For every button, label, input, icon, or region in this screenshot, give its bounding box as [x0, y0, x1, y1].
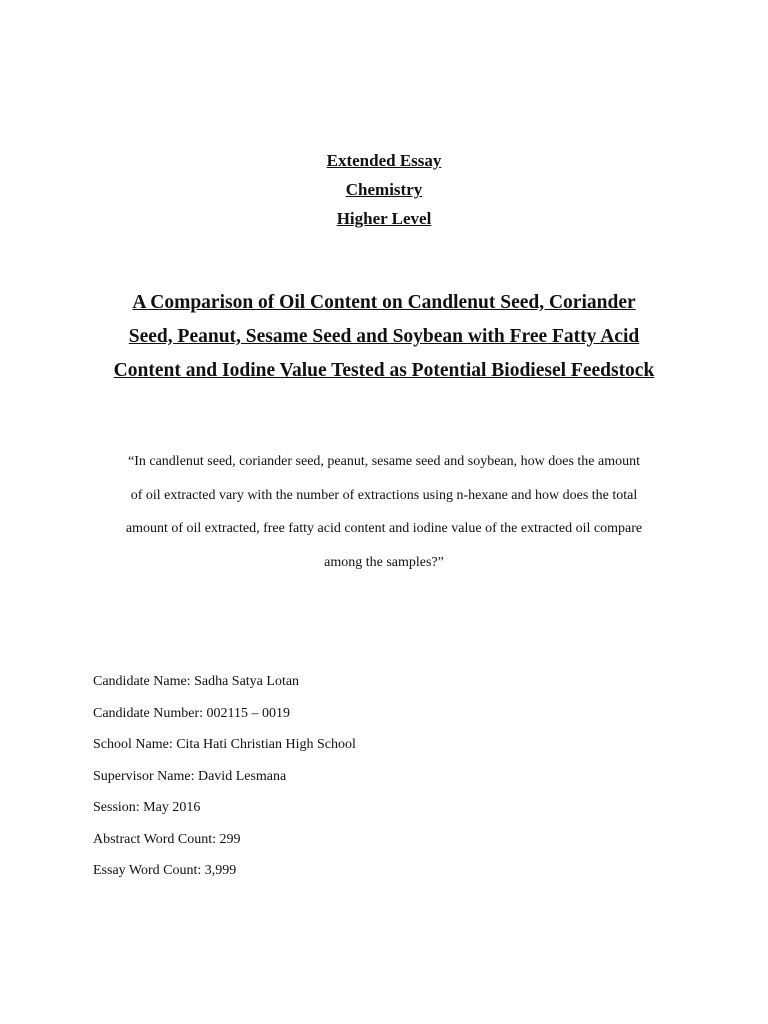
- research-question-line: among the samples?”: [324, 554, 444, 570]
- title-line: Seed, Peanut, Sesame Seed and Soybean with Free Fatty Acid: [128, 326, 640, 347]
- abstract-word-count: Abstract Word Count: 299: [93, 831, 241, 847]
- title-line: A Comparison of Oil Content on Candlenut Seed, Coriander: [132, 292, 636, 313]
- session: Session: May 2016: [93, 800, 201, 815]
- essay-header: [0, 146, 768, 233]
- title-line: Content and Iodine Value Tested as Potential Biodiesel Feedstock: [113, 360, 655, 381]
- level: Higher Level: [336, 209, 432, 228]
- essay-type: Extended Essay: [326, 151, 442, 170]
- supervisor-name: Supervisor Name: David Lesmana: [93, 768, 287, 784]
- research-question-line: of oil extracted vary with the number of extractions using n-hexane and how does the total: [130, 487, 638, 503]
- candidate-name: Candidate Name: Sadha Satya Lotan: [93, 674, 300, 689]
- candidate-number: Candidate Number: 002115 – 0019: [93, 705, 291, 721]
- candidate-info: [93, 666, 693, 887]
- essay-word-count: Essay Word Count: 3,999: [93, 863, 237, 878]
- school-name: School Name: Cita Hati Christian High School: [93, 737, 356, 752]
- research-question-line: “In candlenut seed, coriander seed, peanut, sesame seed and soybean, how does the amount: [128, 454, 640, 469]
- essay-title: [60, 286, 708, 388]
- research-question: [60, 445, 708, 579]
- subject: Chemistry: [345, 180, 423, 199]
- research-question-line: amount of oil extracted, free fatty acid content and iodine value of the extracted oil compare: [125, 521, 643, 536]
